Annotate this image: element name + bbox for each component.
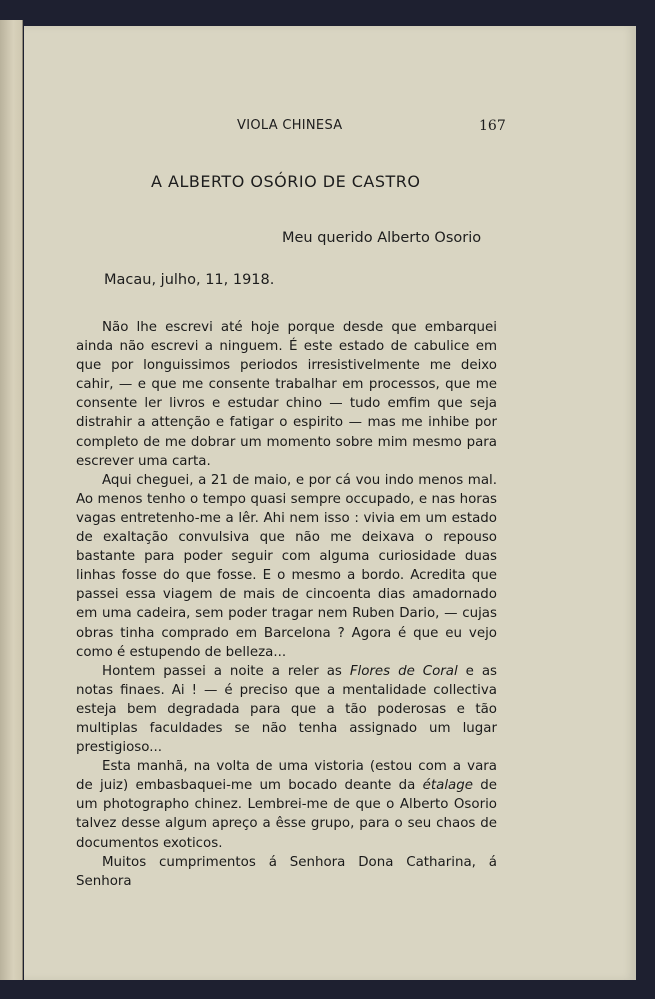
salutation: Meu querido Alberto Osorio [282,230,482,246]
page-header [24,118,636,138]
paragraph-2: Aqui cheguei, a 21 de maio, e por cá vou indo menos mal. Ao menos tenho o tempo quasi sempre occupado, e nas horas vagas entretenho-me a lêr. Ahi nem isso : vivia em um estado de exaltação convulsiva que não me deixava o repouso bastante para poder seguir com alguma curiosidade duas linhas fosse do que fosse. E o mesmo a bordo. Acredita que passei essa viagem de mais de cincoenta dias amadornado em uma cadeira, sem poder tragar nem Ruben Dario, — cujas obras tinha comprado em Barcelona ? Agora é que eu vejo como é estupendo de belleza... [76,472,497,660]
dateline: Macau, julho, 11, 1918. [104,272,275,288]
letter-title: A ALBERTO OSÓRIO DE CASTRO [151,172,421,191]
italic-etalage: étalage [422,778,473,794]
paragraph-4-text-b: de um photographo chinez. Lembrei-me de que o Alberto Osorio talvez desse algum apreço a êsse grupo, para o seu chaos de documentos exoticos. [76,778,497,851]
paragraph-3-text-b: e as notas finaes. Ai ! — é preciso que a mentalidade collectiva esteja bem degradada para que a tão poderosas e tão multiplas faculdades se não tenha assignado um lugar prestigioso... [76,663,498,756]
paragraph-4 [76,757,497,852]
book-page [24,26,636,980]
letter-body [76,318,497,891]
paragraph-1: Não lhe escrevi até hoje porque desde que embarquei ainda não escrevi a ninguem. É este estado de cabulice em que por longuissimos periodos irresistivelmente me deixo cahir, — e que me consente trabalhar em processos, que me consente ler livros e estudar chino — tudo emfim que seja distrahir a attenção e fatigar o espirito — mas me inhibe por completo de me dobrar um momento sobre mim mesmo para escrever uma carta. [76,320,497,469]
paragraph-3-text-a: Hontem passei a noite a reler as [102,663,350,679]
paragraph-3 [76,662,497,757]
book-title-flores-de-coral: Flores de Coral [349,663,458,679]
paragraph-5: Muitos cumprimentos á Senhora Dona Catharina, á Senhora [76,854,497,889]
page-number: 167 [479,118,506,134]
paragraph-4-text-a: Esta manhã, na volta de uma vistoria (estou com a vara de juiz) embasbaquei-me um bocado deante da [76,759,497,794]
running-title: VIOLA CHINESA [237,118,343,133]
left-page-edge [0,20,23,980]
